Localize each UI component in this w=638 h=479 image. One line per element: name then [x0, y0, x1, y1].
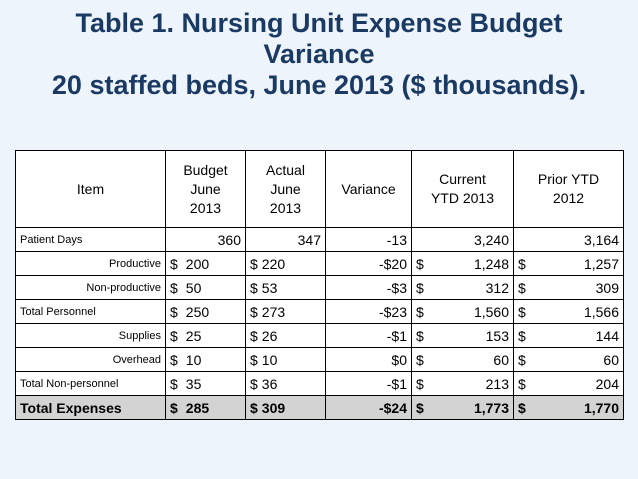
- table-row: [16, 252, 624, 276]
- cell-actual: 347: [246, 228, 326, 252]
- cell-variance: -13: [326, 228, 412, 252]
- cell-budget: [166, 300, 246, 324]
- cell-variance: -$3: [326, 276, 412, 300]
- cell-value: 35: [185, 375, 202, 392]
- currency-symbol: $: [250, 279, 258, 296]
- currency-symbol: $: [518, 351, 526, 368]
- cell-item: Overhead: [16, 348, 166, 372]
- cell-value: 50: [185, 279, 202, 296]
- currency-symbol: $: [518, 399, 526, 416]
- cell-budget: [166, 372, 246, 396]
- cell-current-ytd: [412, 252, 514, 276]
- cell-current-ytd: [412, 348, 514, 372]
- cell-prior-ytd: [514, 300, 624, 324]
- table-row: [16, 300, 624, 324]
- cell-actual: [246, 324, 326, 348]
- currency-symbol: $: [250, 399, 258, 416]
- cell-current-ytd: [412, 372, 514, 396]
- currency-symbol: $: [170, 399, 178, 416]
- table-row: [16, 324, 624, 348]
- cell-budget: [166, 276, 246, 300]
- cell-prior-ytd: [514, 348, 624, 372]
- currency-symbol: $: [518, 303, 526, 320]
- cell-value: 144: [595, 327, 619, 344]
- cell-actual: [246, 300, 326, 324]
- table-row: [16, 348, 624, 372]
- header-line: 2012: [552, 190, 585, 206]
- cell-prior-ytd: [514, 324, 624, 348]
- header-actual: [246, 151, 326, 228]
- cell-item: Total Non-personnel: [16, 372, 166, 396]
- header-line: Actual: [266, 161, 305, 178]
- currency-symbol: $: [170, 279, 178, 296]
- currency-symbol: $: [518, 255, 526, 272]
- currency-symbol: $: [416, 399, 424, 416]
- cell-item: Patient Days: [16, 228, 166, 252]
- header-line: Current: [439, 171, 486, 187]
- currency-symbol: $: [416, 351, 424, 368]
- header-line: Prior YTD: [537, 171, 600, 187]
- currency-symbol: $: [170, 375, 178, 392]
- header-variance: [326, 151, 412, 228]
- cell-item: Total Personnel: [16, 300, 166, 324]
- currency-symbol: $: [170, 255, 178, 272]
- cell-prior-ytd: [514, 396, 624, 420]
- cell-value: 1,566: [583, 303, 619, 320]
- cell-value: 153: [485, 327, 509, 344]
- table-row: [16, 372, 624, 396]
- cell-variance: -$24: [326, 396, 412, 420]
- header-line: Budget: [183, 161, 228, 178]
- cell-actual: [246, 252, 326, 276]
- table-body: [16, 228, 624, 420]
- cell-value: 60: [493, 351, 509, 368]
- expense-budget-table: [15, 150, 624, 420]
- cell-actual: [246, 396, 326, 420]
- page-title: [0, 8, 638, 101]
- cell-value: 60: [603, 351, 619, 368]
- cell-budget: [166, 324, 246, 348]
- currency-symbol: $: [170, 327, 178, 344]
- cell-variance: -$1: [326, 372, 412, 396]
- currency-symbol: $: [416, 303, 424, 320]
- cell-prior-ytd: 3,164: [514, 228, 624, 252]
- currency-symbol: $: [518, 279, 526, 296]
- header-line: YTD 2013: [430, 190, 495, 206]
- cell-budget: [166, 396, 246, 420]
- cell-value: 312: [485, 279, 509, 296]
- cell-current-ytd: [412, 300, 514, 324]
- cell-value: 1,560: [473, 303, 509, 320]
- currency-symbol: $: [250, 351, 258, 368]
- cell-item: Non-productive: [16, 276, 166, 300]
- cell-current-ytd: 3,240: [412, 228, 514, 252]
- cell-value: 1,248: [473, 255, 509, 272]
- cell-value: 220: [261, 255, 286, 272]
- cell-current-ytd: [412, 276, 514, 300]
- cell-value: 1,257: [583, 255, 619, 272]
- cell-variance: -$1: [326, 324, 412, 348]
- cell-value: 213: [485, 375, 509, 392]
- cell-value: 204: [595, 375, 619, 392]
- cell-prior-ytd: [514, 372, 624, 396]
- title-line-3: 20 staffed beds, June 2013 ($ thousands).: [51, 70, 587, 100]
- header-budget: [166, 151, 246, 228]
- cell-actual: [246, 372, 326, 396]
- cell-value: 273: [261, 303, 286, 320]
- cell-value: 10: [185, 351, 202, 368]
- cell-actual: [246, 276, 326, 300]
- cell-current-ytd: [412, 324, 514, 348]
- cell-value: 53: [261, 279, 278, 296]
- table-row: [16, 228, 624, 252]
- cell-value: 1,773: [473, 399, 509, 416]
- table-row: [16, 276, 624, 300]
- cell-prior-ytd: [514, 276, 624, 300]
- currency-symbol: $: [416, 279, 424, 296]
- cell-value: 1,770: [583, 399, 619, 416]
- header-line: 2013: [269, 199, 302, 216]
- cell-value: 309: [261, 399, 286, 416]
- cell-value: 10: [261, 351, 278, 368]
- table-header-row: [16, 151, 624, 228]
- title-line-1: Table 1. Nursing Unit Expense Budget: [75, 8, 563, 38]
- currency-symbol: $: [518, 375, 526, 392]
- cell-current-ytd: [412, 396, 514, 420]
- cell-item: Productive: [16, 252, 166, 276]
- cell-item: Total Expenses: [16, 396, 166, 420]
- currency-symbol: $: [250, 327, 258, 344]
- cell-variance: -$20: [326, 252, 412, 276]
- currency-symbol: $: [416, 255, 424, 272]
- currency-symbol: $: [250, 255, 258, 272]
- title-line-2: Variance: [263, 39, 375, 69]
- header-prior-ytd: [514, 151, 624, 228]
- cell-budget: [166, 252, 246, 276]
- cell-value: 25: [185, 327, 202, 344]
- cell-value: 36: [261, 375, 278, 392]
- header-line: June: [190, 180, 221, 197]
- currency-symbol: $: [250, 303, 258, 320]
- cell-prior-ytd: [514, 252, 624, 276]
- header-line: June: [270, 180, 301, 197]
- cell-budget: [166, 348, 246, 372]
- currency-symbol: $: [518, 327, 526, 344]
- currency-symbol: $: [170, 303, 178, 320]
- header-line: Variance: [341, 180, 396, 197]
- header-item: [16, 151, 166, 228]
- cell-value: 26: [261, 327, 278, 344]
- currency-symbol: $: [170, 351, 178, 368]
- currency-symbol: $: [250, 375, 258, 392]
- cell-variance: -$23: [326, 300, 412, 324]
- cell-value: 200: [185, 255, 210, 272]
- currency-symbol: $: [416, 375, 424, 392]
- cell-item: Supplies: [16, 324, 166, 348]
- currency-symbol: $: [416, 327, 424, 344]
- cell-value: 309: [595, 279, 619, 296]
- cell-value: 285: [185, 399, 210, 416]
- header-current-ytd: [412, 151, 514, 228]
- cell-value: 250: [185, 303, 210, 320]
- cell-variance: $0: [326, 348, 412, 372]
- header-line: 2013: [189, 199, 222, 216]
- cell-budget: 360: [166, 228, 246, 252]
- table-row: [16, 396, 624, 420]
- cell-actual: [246, 348, 326, 372]
- header-line: Item: [76, 180, 105, 197]
